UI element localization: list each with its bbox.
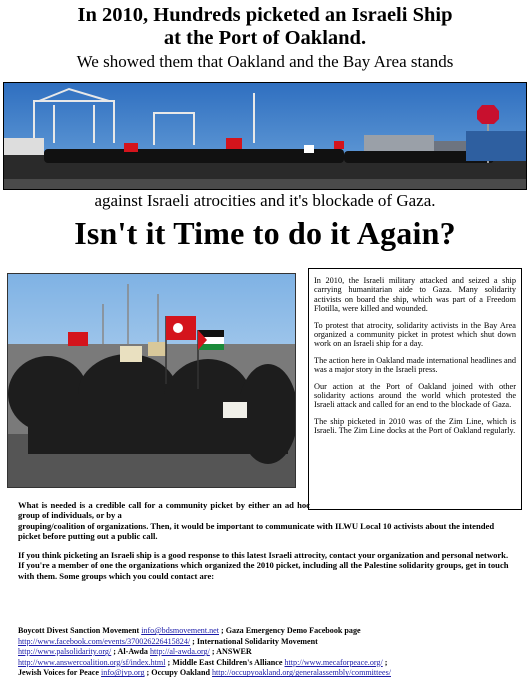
contact-list [18, 626, 518, 679]
headline-line-1: In 2010, Hundreds picketed an Israeli Ship [77, 4, 453, 26]
jvp-email-link[interactable]: info@jvp.org [101, 668, 145, 678]
needed-paragraph-start: What is needed is a credible call for a community picket by either an ad hoc group of individuals, or by a [18, 500, 310, 521]
info-paragraph: To protest that atrocity, solidarity activists in the Bay Area organized a community picket in protest which shut down work on an Israeli ship for a day. [314, 320, 516, 349]
facebook-event-link[interactable]: http://www.facebook.com/events/370026226415824/ [18, 636, 191, 646]
info-paragraph: The ship picketed in 2010 was of the Zim Line, which is Israeli. The Zim Line docks at the Port of Oakland regularly. [314, 416, 516, 436]
needed-paragraph-end: grouping/coalition of organizations. Then, it would be important to communicate with ILWU Local 10 activists about the intended picket before putting out a public call. [18, 520, 495, 541]
contact-intro-paragraph: If you think picketing an Israeli ship is a good response to this latest Israeli attrocity, contact your organization and personal network. If you're a member of one the organizations which organized the 2010 picket, including all the Palestine solidarity groups, get in touch with them. Some groups which you could contact are: [18, 550, 509, 581]
occupy-label: ; Occupy Oakland [144, 668, 212, 678]
gaza-demo-label: ; Gaza Emergency Demo Facebook page [219, 626, 361, 635]
protest-march-photo [7, 273, 296, 488]
tagline: against Israeli atrocities and it's blockade of Gaza. [94, 191, 436, 210]
ism-label: ; International Solidarity Movement [190, 636, 318, 646]
answer-link[interactable]: http://www.answercoalition.org/sf/index.html [18, 657, 166, 667]
alawda-link[interactable]: http://al-awda.org/ [149, 647, 210, 657]
call-to-action-text [18, 500, 512, 590]
meca-label: ; Middle East Children's Alliance [165, 657, 285, 667]
jvp-separator: ; [382, 657, 388, 667]
picket-banner-photo [3, 82, 527, 190]
jvp-name: Jewish Voices for Peace [18, 668, 102, 678]
subheadline: We showed them that Oakland and the Bay Area stands [76, 52, 454, 71]
bds-email-link[interactable]: info@bdsmovement.net [141, 626, 219, 635]
meca-link[interactable]: http://www.mecaforpeace.org/ [284, 657, 383, 667]
occupy-link[interactable]: http://occupyoakland.org/generalassembly/committees/ [212, 668, 391, 678]
march-illustration [8, 274, 295, 487]
big-title: Isn't it Time to do it Again? [74, 215, 456, 251]
headline [0, 4, 530, 50]
headline-line-2: at the Port of Oakland. [163, 27, 367, 49]
banner-illustration [4, 83, 526, 189]
info-paragraph: Our action at the Port of Oakland joined with other solidarity actions around the world which protested the Israeli attack and called for an end to the blockade of Gaza. [314, 381, 516, 410]
bds-name: Boycott Divest Sanction Movement [18, 626, 142, 635]
answer-label: ; ANSWER [209, 647, 252, 657]
info-paragraph: In 2010, the Israeli military attacked and seized a ship carrying humanitarian aide to Gaza. Many solidarity activists on board the ship, which was part of a Freedom Flotilla, were killed and wounded. [314, 276, 516, 314]
background-info-box [308, 268, 522, 510]
alawda-label: ; Al-Awda [111, 647, 150, 657]
ism-link[interactable]: http://www.palsolidarity.org/ [18, 647, 112, 657]
info-paragraph: The action here in Oakland made international headlines and was a major story in the Israeli press. [314, 355, 516, 375]
